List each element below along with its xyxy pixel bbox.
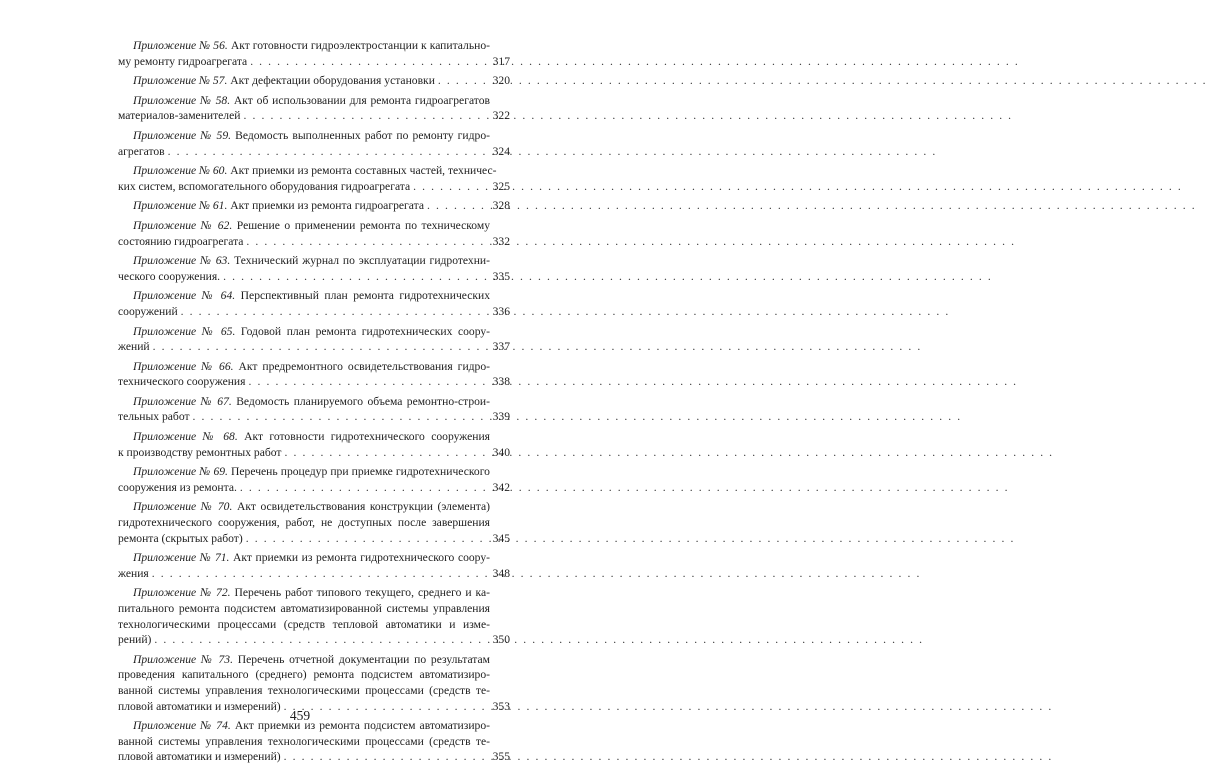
toc-entry-line: [118, 38, 510, 54]
toc-entry[interactable]: [118, 93, 510, 124]
toc-entry[interactable]: [118, 718, 510, 765]
toc-entry-line: [118, 218, 510, 234]
dot-leader: [153, 339, 487, 355]
toc-entry-line: [118, 359, 510, 375]
toc-page-number: 320: [492, 74, 510, 88]
toc-entry-line: [118, 585, 510, 601]
toc-page-number: 355: [492, 750, 510, 764]
toc-entry-title-continuation: агрегатов: [118, 144, 165, 158]
toc-entry-line: [118, 394, 510, 410]
toc-entry-title-continuation: к производству ремонтных работ: [118, 445, 282, 459]
toc-page-number: 322: [492, 109, 510, 123]
toc-entry-title-continuation: проведения капитального (среднего) ремонта подсистем автоматизиро-: [118, 668, 490, 682]
toc-entry-title: [118, 218, 490, 234]
toc-entry-line: [118, 652, 510, 668]
appendix-title-text: Ведомость выполненных работ по ремонту гидро-: [231, 128, 490, 142]
toc-entry-title-continuation: ванной системы управления технологическими процессами (средств те-: [118, 734, 490, 748]
toc-entry[interactable]: [118, 73, 510, 89]
toc-entry-title-continuation: материалов-заменителей: [118, 109, 241, 123]
toc-page-number: 345: [492, 531, 510, 545]
toc-entry-title-continuation: му ремонту гидроагрегата: [118, 54, 248, 68]
toc-entry-title-continuation: пловой автоматики и измерений): [118, 699, 281, 713]
dot-leader: [193, 409, 487, 425]
toc-entry[interactable]: [118, 550, 510, 581]
appendix-label: Приложение № 67.: [133, 394, 232, 408]
toc-page-number: 353: [492, 699, 510, 713]
toc-entry[interactable]: [118, 218, 510, 249]
toc-entry-line: [118, 499, 510, 515]
toc-entry[interactable]: [118, 38, 510, 69]
toc-entry-title-continuation: питального ремонта подсистем автоматизированной системы управления: [118, 602, 490, 615]
toc-entry[interactable]: [118, 652, 510, 714]
appendix-label: Приложение № 57.: [133, 74, 228, 88]
appendix-title-text: Годовой план ремонта гидротехнических соору-: [235, 324, 490, 338]
appendix-label: Приложение № 74.: [133, 719, 231, 733]
toc-entry-line: [118, 54, 510, 70]
dot-leader: [413, 179, 487, 195]
dot-leader: [168, 144, 487, 160]
appendix-title-text: Решение о применении ремонта по техническому: [232, 218, 490, 232]
toc-page-number: 350: [492, 633, 510, 647]
toc-entry-title: [118, 73, 435, 89]
toc-entry-title: [118, 324, 490, 340]
toc-entry-line: [118, 531, 510, 547]
toc-entry[interactable]: [118, 394, 510, 425]
appendix-label: Приложение № 65.: [133, 324, 236, 338]
appendix-label: Приложение № 66.: [133, 359, 234, 373]
appendix-title-text: Акт приемки из ремонта составных частей, техничес-: [227, 164, 497, 178]
appendix-label: Приложение № 69.: [133, 465, 228, 479]
dot-leader: [240, 480, 487, 496]
appendix-title-text: Перечень работ типового текущего, среднего и ка-: [230, 586, 490, 600]
dot-leader: [223, 269, 487, 285]
toc-entry[interactable]: [118, 359, 510, 390]
toc-page-number: 339: [492, 410, 510, 424]
toc-entry-line: [118, 550, 510, 566]
table-of-contents: [118, 38, 510, 769]
toc-entry-title-continuation: ванной системы управления технологическими процессами (средств те-: [118, 683, 490, 697]
appendix-title-text: Акт готовности гидроэлектростанции к капитально-: [227, 39, 490, 52]
toc-entry-line: [118, 515, 510, 531]
toc-entry-title: [118, 253, 490, 269]
toc-entry-title-continuation: состоянию гидроагрегата: [118, 234, 244, 248]
toc-entry-line: [118, 667, 510, 683]
toc-entry-line: [118, 179, 510, 195]
toc-entry-line: [118, 128, 510, 144]
appendix-title-text: Перечень процедур при приемке гидротехнического: [227, 465, 490, 479]
toc-entry-line: [118, 374, 510, 390]
toc-entry[interactable]: [118, 128, 510, 159]
appendix-title-text: Акт приемки из ремонта гидротехнического соору-: [229, 551, 490, 565]
toc-entry-line: [118, 324, 510, 340]
toc-entry-title: [118, 652, 490, 668]
toc-entry-line: [118, 108, 510, 124]
toc-entry-line: [118, 234, 510, 250]
appendix-label: Приложение № 73.: [133, 652, 233, 666]
toc-entry[interactable]: [118, 464, 510, 495]
toc-page-number: 335: [492, 269, 510, 283]
toc-entry-line: [118, 566, 510, 582]
dot-leader: [246, 531, 487, 547]
appendix-label: Приложение № 60.: [133, 164, 228, 178]
toc-page-number: 340: [492, 445, 510, 459]
toc-entry-title-continuation: сооружения из ремонта.: [118, 480, 237, 494]
appendix-title-text: Ведомость планируемого объема ремонтно-строи-: [231, 394, 490, 408]
appendix-title-text: Акт приемки из ремонта подсистем автоматизиро-: [230, 719, 490, 733]
toc-entry-title: [118, 499, 490, 515]
dot-leader: [427, 198, 487, 214]
dot-leader: [243, 108, 487, 124]
toc-entry[interactable]: [118, 198, 510, 214]
toc-entry-title-continuation: технического сооружения: [118, 375, 246, 389]
toc-entry-title: [118, 128, 490, 144]
toc-page-number: 317: [492, 54, 510, 68]
toc-entry-title: [118, 550, 490, 566]
toc-entry-line: [118, 93, 510, 109]
toc-page-number: 342: [492, 480, 510, 494]
toc-entry[interactable]: [118, 324, 510, 355]
toc-entry-title-continuation: жений: [118, 340, 150, 354]
toc-entry-title: [118, 585, 490, 601]
toc-entry-title-continuation: технологическими процессами (средств тепловой автоматики и изме-: [118, 617, 490, 631]
appendix-label: Приложение № 64.: [133, 289, 236, 303]
toc-page-number: 325: [492, 179, 510, 193]
dot-leader: [246, 234, 487, 250]
appendix-title-text: Акт предремонтного освидетельствования гидро-: [233, 359, 490, 373]
toc-entry-title-continuation: пловой автоматики и измерений): [118, 750, 281, 764]
appendix-title-text: Технический журнал по эксплуатации гидротехни-: [230, 254, 490, 268]
toc-page-number: 348: [492, 566, 510, 580]
appendix-title-text: Акт об использовании для ремонта гидроагрегатов: [230, 93, 490, 107]
appendix-label: Приложение № 56.: [133, 39, 228, 52]
toc-page-number: 338: [492, 375, 510, 389]
dot-leader: [154, 632, 487, 648]
toc-entry-title: [118, 163, 497, 179]
toc-entry-line: [118, 409, 510, 425]
toc-entry-line: [118, 464, 510, 480]
appendix-title-text: Акт дефектации оборудования установки: [227, 74, 435, 88]
toc-entry-title-continuation: гидротехнического сооружения, работ, не доступных после завершения: [118, 516, 490, 530]
toc-page-number: 332: [492, 234, 510, 248]
dot-leader: [250, 54, 487, 70]
toc-entry-title: [118, 93, 490, 109]
dot-leader: [248, 374, 487, 390]
appendix-title-text: Акт освидетельствования конструкции (элемента): [232, 500, 490, 514]
appendix-label: Приложение № 68.: [133, 430, 238, 444]
toc-entry-line: [118, 339, 510, 355]
toc-entry-line: [118, 288, 510, 304]
toc-entry-line: [118, 144, 510, 160]
toc-entry[interactable]: [118, 163, 510, 194]
toc-entry-title: [118, 359, 490, 375]
appendix-title-text: Акт приемки из ремонта гидроагрегата: [227, 199, 424, 213]
dot-leader: [181, 304, 487, 320]
toc-entry-title-continuation: ремонта (скрытых работ): [118, 531, 243, 545]
toc-entry[interactable]: [118, 429, 510, 460]
toc-entry-title-continuation: ческого сооружения.: [118, 269, 221, 283]
toc-page-number: 324: [492, 144, 510, 158]
toc-entry-title: [118, 198, 424, 214]
toc-entry-title-continuation: ких систем, вспомогательного оборудования гидроагрегата: [118, 179, 411, 193]
toc-entry-title-continuation: тельных работ: [118, 410, 190, 424]
toc-entry-title: [118, 38, 490, 54]
toc-entry-line: [118, 429, 510, 445]
toc-entry-line: [118, 253, 510, 269]
toc-page-number: 337: [492, 340, 510, 354]
toc-entry-line: [118, 749, 510, 765]
toc-page-number: 336: [492, 304, 510, 318]
toc-entry-title-continuation: жения: [118, 566, 149, 580]
appendix-label: Приложение № 70.: [133, 500, 233, 514]
toc-entry-line: [118, 683, 510, 699]
toc-entry[interactable]: [118, 288, 510, 319]
appendix-label: Приложение № 61.: [133, 199, 228, 213]
toc-entry-line: [118, 601, 510, 617]
toc-entry-line: [118, 734, 510, 750]
toc-entry-line: [118, 73, 510, 89]
appendix-label: Приложение № 58.: [133, 93, 231, 107]
toc-entry-line: [118, 198, 510, 214]
toc-entry-line: [118, 163, 510, 179]
appendix-title-text: Акт готовности гидротехнического сооружения: [237, 430, 490, 444]
toc-entry-title: [118, 288, 490, 304]
appendix-label: Приложение № 72.: [133, 586, 231, 600]
toc-entry-title: [118, 464, 490, 480]
appendix-label: Приложение № 71.: [133, 551, 230, 565]
toc-entry[interactable]: [118, 253, 510, 284]
toc-entry[interactable]: [118, 499, 510, 546]
appendix-label: Приложение № 62.: [133, 218, 233, 232]
appendix-label: Приложение № 59.: [133, 128, 232, 142]
dot-leader: [284, 749, 487, 765]
appendix-label: Приложение № 63.: [133, 254, 231, 268]
toc-entry-title-continuation: рений): [118, 633, 152, 647]
toc-entry-line: [118, 269, 510, 285]
toc-entry-line: [118, 617, 510, 633]
appendix-title-text: Перечень отчетной документации по результатам: [232, 652, 490, 666]
toc-page-number: 328: [492, 199, 510, 213]
dot-leader: [152, 566, 487, 582]
toc-entry-line: [118, 632, 510, 648]
toc-entry[interactable]: [118, 585, 510, 647]
dot-leader: [284, 445, 487, 461]
dot-leader: [438, 73, 487, 89]
toc-entry-line: [118, 304, 510, 320]
page-number: 459: [289, 708, 311, 723]
toc-entry-line: [118, 480, 510, 496]
toc-entry-title: [118, 394, 490, 410]
appendix-title-text: Перспективный план ремонта гидротехнических: [235, 289, 490, 303]
toc-entry-title: [118, 429, 490, 445]
toc-entry-line: [118, 445, 510, 461]
toc-entry-title-continuation: сооружений: [118, 304, 178, 318]
